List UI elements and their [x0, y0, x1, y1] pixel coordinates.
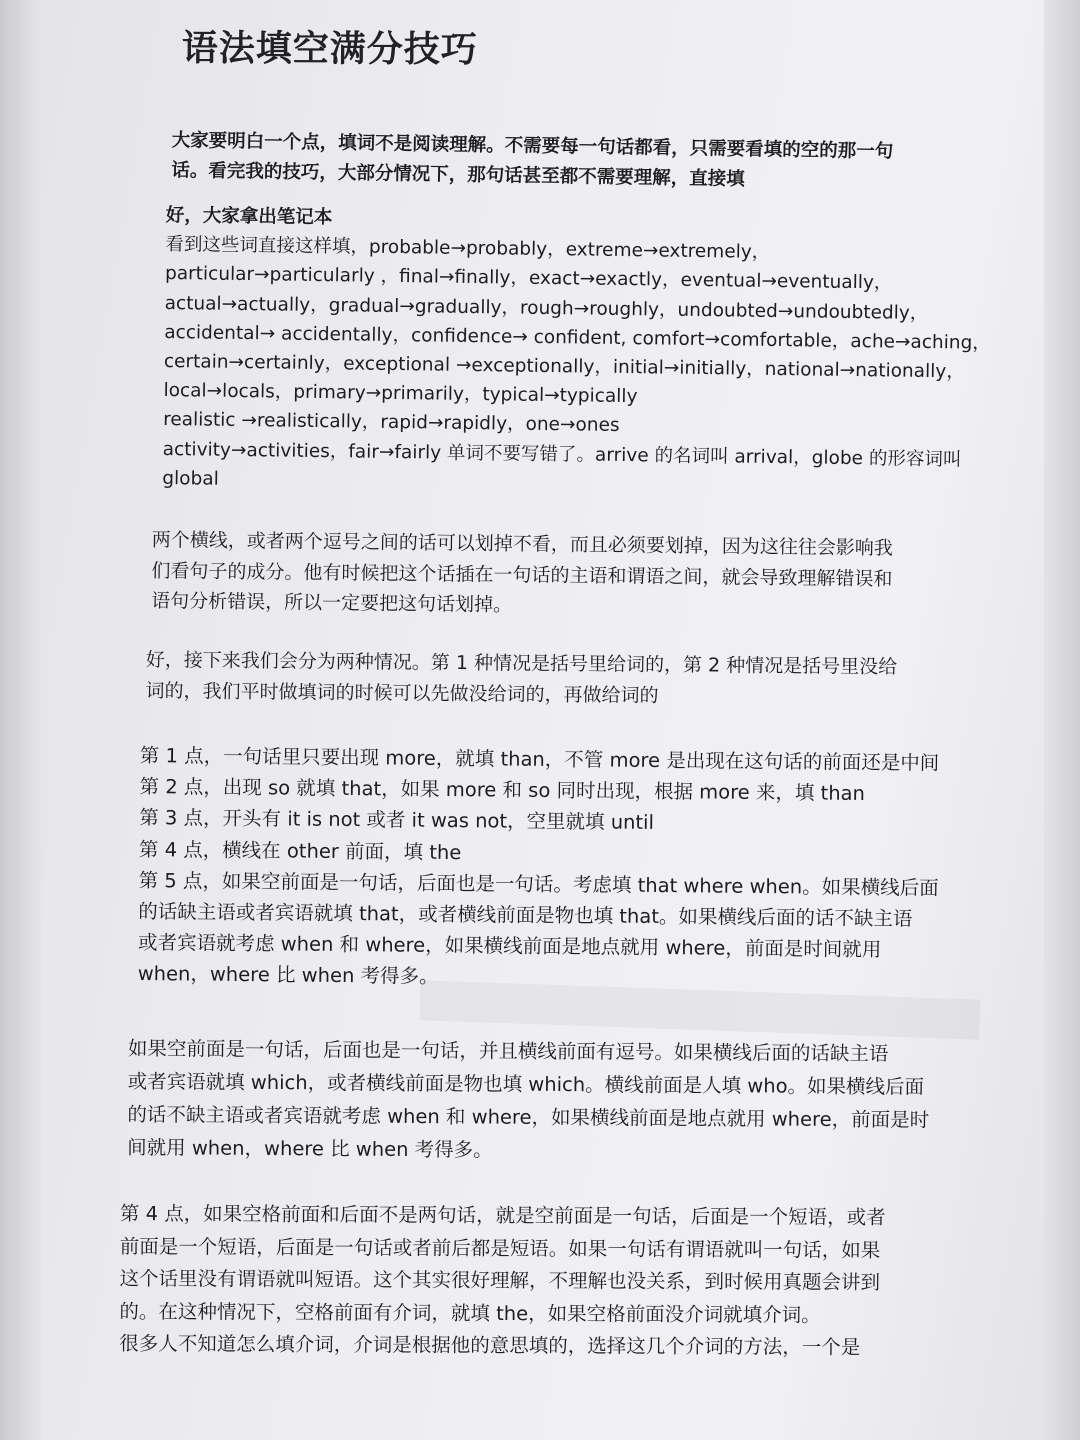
- point-item: 第 2 点，出现 so 就填 that，如果 more 和 so 同时出现，根据 more 来，填 than: [139, 775, 866, 806]
- word-list-line: activity→activities，fair→fairly 单词不要写错了。arrive 的名词叫 arrival，globe 的形容词叫: [162, 438, 962, 471]
- dash-rule-paragraph: [151, 525, 893, 625]
- comma-case-line: 或者宾语就填 which，或者横线前面是物也填 which。横线前面是人填 who。如果横线后面: [127, 1069, 925, 1099]
- phrase-case-line: 第 4 点，如果空格前面和后面不是两句话，就是空前面是一句话，后面是一个短语，或者: [119, 1202, 886, 1230]
- point-item: 第 1 点，一句话里只要出现 more，就填 than，不管 more 是出现在这句话的前面还是中间: [139, 743, 940, 775]
- intro-line: 话。看完我的技巧，大部分情况下，那句话甚至都不需要理解，直接填: [171, 159, 745, 191]
- intro-paragraph: [171, 126, 893, 197]
- word-list-line: certain→certainly，exceptional →exceptionally，initial→initially，national→nationally，: [163, 351, 965, 383]
- word-list-line: local→locals，primary→primarily，typical→typically: [163, 380, 638, 408]
- phrase-case-line: 这个话里没有谓语就叫短语。这个其实很好理解，不理解也没关系，到时候用真题会讲到: [119, 1266, 881, 1294]
- phrase-case-paragraph: [119, 1198, 886, 1365]
- point-item: 第 3 点，开头有 it is not 或者 it was not，空里就填 until: [139, 806, 655, 835]
- word-list-line: 看到这些词直接这样填，probable→probably，extreme→extremely，: [165, 234, 771, 264]
- word-list-line: accidental→ accidentally，confidence→ confident, comfort→comfortable，ache→aching，: [164, 321, 991, 354]
- two-cases-paragraph: [145, 645, 897, 714]
- dash-rule-line: 们看句子的成分。他有时候把这个话插在一句话的主语和谓语之间，就会导致理解错误和: [151, 559, 893, 590]
- two-cases-line: 好，接下来我们会分为两种情况。第 1 种情况是括号里给词的，第 2 种情况是括号里没给: [145, 648, 898, 679]
- intro-line: 大家要明白一个点，填词不是阅读理解。不需要每一句话都看，只需要看填的空的那一句: [171, 129, 894, 163]
- phrase-case-line: 很多人不知道怎么填介词，介词是根据他的意思填的，选择这几个介词的方法，一个是: [119, 1331, 861, 1359]
- point-item: 第 4 点，横线在 other 前面，填 the: [138, 837, 462, 864]
- word-list-line: actual→actually，gradual→gradually，rough→roughly，undoubted→undoubtedly，: [164, 292, 929, 324]
- point-item: when，where 比 when 考得多。: [137, 962, 439, 989]
- comma-case-paragraph: [127, 1032, 930, 1170]
- word-list-line: realistic →realistically，rapid→rapidly，one→ones: [162, 409, 620, 437]
- page-title: 语法填空满分技巧: [181, 27, 478, 71]
- word-list-line: particular→particularly ，final→finally，exact→exactly，eventual→eventually，: [164, 263, 893, 294]
- two-cases-line: 词的，我们平时做填词的时候可以先做没给词的，再做给词的: [145, 679, 659, 707]
- word-transform-list: [162, 201, 992, 504]
- point-item: 第 5 点，如果空前面是一句话，后面也是一句话。考虑填 that where when。如果横线后面: [138, 868, 939, 900]
- comma-case-line: 如果空前面是一句话，后面也是一句话，并且横线前面有逗号。如果横线后面的话缺主语: [127, 1036, 889, 1066]
- points-list: [138, 740, 940, 997]
- phrase-case-line: 前面是一个短语，后面是一句话或者前后都是短语。如果一句话有谓语就叫一句话，如果: [119, 1234, 881, 1262]
- point-item: 或者宾语就考虑 when 和 where，如果横线前面是地点就用 where，前面是时间就用: [137, 931, 882, 962]
- comma-case-line: 的话不缺主语或者宾语就考虑 when 和 where，如果横线前面是地点就用 where，前面是时: [127, 1102, 930, 1132]
- dash-rule-line: 语句分析错误，所以一定要把这句话划掉。: [151, 589, 513, 617]
- comma-case-line: 间就用 when，where 比 when 考得多。: [127, 1135, 493, 1162]
- word-list-heading: 好，大家拿出笔记本: [165, 204, 333, 229]
- word-list-line: global: [162, 467, 219, 490]
- point-item: 的话缺主语或者宾语就填 that，或者横线前面是物也填 that。如果横线后面的话不缺主语: [138, 900, 913, 931]
- dash-rule-line: 两个横线，或者两个逗号之间的话可以划掉不看，而且必须要划掉，因为这往往会影响我: [151, 528, 893, 560]
- phrase-case-line: 的。在这种情况下，空格前面有介词，就填 the，如果空格前面没介词就填介词。: [119, 1299, 821, 1327]
